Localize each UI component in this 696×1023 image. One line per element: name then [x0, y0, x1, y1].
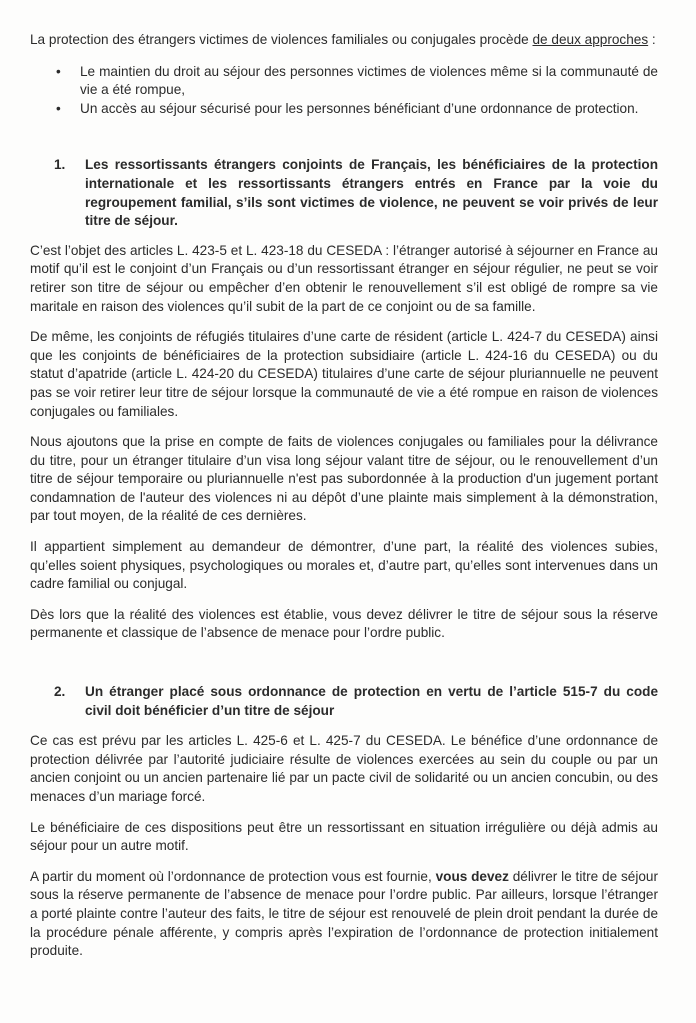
last-paragraph-end: délivrer le titre de séjour sous la réserve permanente de l’absence de menace pour l’ordre public. Par ailleurs, lorsque l’étranger a porté plainte contre l’auteur des faits, le titre de séjour est renouvelé de plein droit pendant la durée de la procédure pénale afférente, y compris après l’expiration de l’ordonnance de protection initialement produite.	[30, 868, 659, 959]
bullet-icon: •	[56, 63, 61, 79]
approaches-list	[30, 63, 658, 119]
emphasis-text: vous devez	[435, 868, 509, 884]
section-1-paragraph: Dès lors que la réalité des violences est établie, vous devez délivrer le titre de séjour sous la réserve permanente et classique de l’absence de menace pour l’ordre public.	[30, 606, 658, 641]
section-1-paragraph: Nous ajoutons que la prise en compte de faits de violences conjugales ou familiales pour la délivrance du titre, pour un étranger titulaire d’un visa long séjour valant titre de séjour, ou le renouvellement d’un titre de séjour temporaire ou pluriannuelle n'est pas subordonnée à la production d'un jugement portant condamnation de l'auteur des violences ni au dépôt d’une plainte mais simplement à la démonstration, par tout moyen, de la réalité de ces dernières.	[30, 434, 658, 524]
intro-paragraph	[30, 31, 658, 50]
intro-underlined-text: de deux approches	[532, 32, 649, 47]
intro-colon: :	[648, 32, 656, 47]
section-2-paragraph: Ce cas est prévu par les articles L. 425-6 et L. 425-7 du CESEDA. Le bénéfice d’une ordonnance de protection délivrée par l’autorité judiciaire résulte de violences exercées au sein du couple ou par un ancien conjoint ou un ancien partenaire lié par un pacte civil de solidarité ou un ancien concubin, ou des menaces d’un mariage forcé.	[30, 733, 658, 804]
section-2-last-paragraph	[30, 868, 658, 961]
list-item	[30, 63, 658, 100]
section-1-paragraph: De même, les conjoints de réfugiés titulaires d’une carte de résident (article L. 424-7 du CESEDA) ainsi que les conjoints de bénéficiaires de la protection subsidiaire (article L. 424-16 du CESEDA) ou du statut d’apatride (article L. 424-20 du CESEDA) titulaires d’une carte de séjour pluriannuelle ne peuvent pas se voir retirer leur titre de séjour lorsque la communauté de vie a été rompue en raison de violences conjugales ou familiales.	[30, 329, 658, 419]
section-1-title: Les ressortissants étrangers conjoints de Français, les bénéficiaires de la protection internationale et les ressortissants étrangers entrés en France par la voie du regroupement familial, s’ils sont victimes de violence, ne peuvent se voir privés de leur titre de séjour.	[85, 157, 658, 229]
list-item-text: Un accès au séjour sécurisé pour les personnes bénéficiant d’une ordonnance de protection.	[80, 100, 639, 116]
section-2-title: Un étranger placé sous ordonnance de protection en vertu de l’article 515-7 du code civil doit bénéficier d’un titre de séjour	[85, 684, 658, 718]
section-1-paragraph: C’est l’objet des articles L. 423-5 et L. 423-18 du CESEDA : l’étranger autorisé à séjourner en France au motif qu’il est le conjoint d’un Français ou d’un ressortissant étranger en séjour régulier, ne peut se voir retirer son titre de séjour ou empêcher d’en obtenir le renouvellement s’il est obligé de rompre sa vie maritale en raison des violences qu’il subit de la part de ce conjoint ou de sa famille.	[30, 242, 658, 314]
list-item-text: Le maintien du droit au séjour des personnes victimes de violences même si la communauté de vie a été rompue,	[80, 63, 658, 98]
section-2-heading	[30, 683, 658, 720]
section-2-paragraph: Le bénéficiaire de ces dispositions peut être un ressortissant en situation irrégulière ou déjà admis au séjour pour un autre motif.	[30, 819, 658, 854]
section-1-number: 1.	[54, 157, 66, 173]
last-paragraph-start: A partir du moment où l’ordonnance de protection vous est fournie,	[30, 868, 436, 884]
bullet-icon: •	[56, 100, 61, 116]
list-item	[30, 100, 658, 119]
intro-text: La protection des étrangers victimes de violences familiales ou conjugales procède	[30, 32, 533, 47]
section-2-number: 2.	[54, 684, 66, 700]
section-1-paragraph: Il appartient simplement au demandeur de démontrer, d’une part, la réalité des violences subies, qu’elles soient physiques, psychologiques ou morales et, d’autre part, qu’elles sont intervenues dans un cadre familial ou conjugal.	[30, 539, 658, 592]
section-1-heading	[30, 156, 658, 230]
